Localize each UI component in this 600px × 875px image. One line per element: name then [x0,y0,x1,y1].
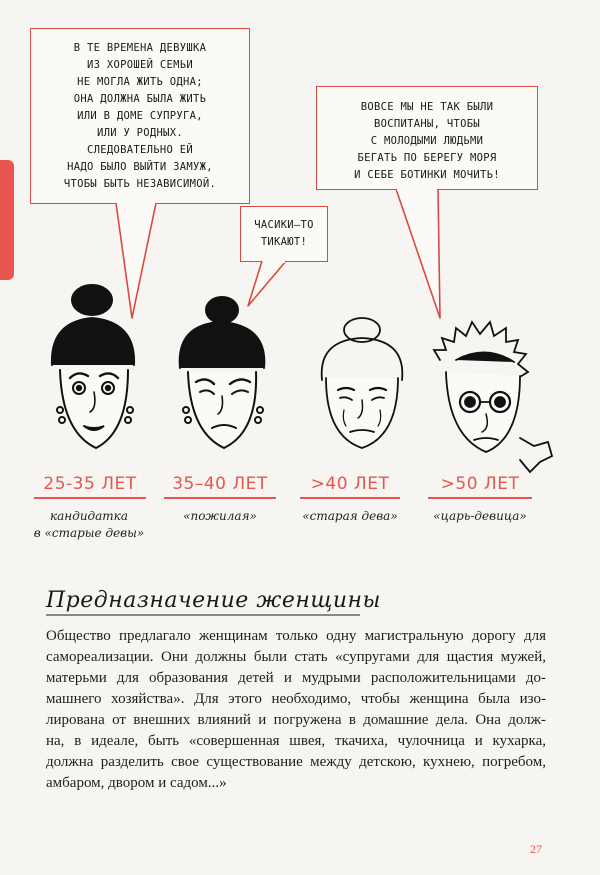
bubble-line: ВОСПИТАНЫ, ЧТОБЫ [374,118,480,130]
age-label-35-40: 35–40 ЛЕТ [172,474,268,494]
bubble-line: НАДО БЫЛО ВЫЙТИ ЗАМУЖ, [67,161,213,173]
bubble-line: ОНА ДОЛЖНА БЫЛА ЖИТЬ [73,93,207,105]
bubble-line: В ТЕ ВРЕМЕНА ДЕВУШКА [73,42,207,54]
bubble-line: БЕГАТЬ ПО БЕРЕГУ МОРЯ [357,152,497,164]
body-line: Общество предлагало женщинам только одну магистральную дорогу для [46,628,546,644]
bubble-line: ВОВСЕ МЫ НЕ ТАК БЫЛИ [360,101,494,113]
bubble-line: ТИКАЮТ! [260,236,308,248]
age-label-25-35: 25-35 ЛЕТ [43,474,137,494]
caption-line: в «старые девы» [33,526,145,540]
bubble-line: ИЛИ В ДОМЕ СУПРУГА, [77,110,203,122]
age-label-over-40: >40 ЛЕТ [310,474,390,494]
body-line: на, в идеале, быть «совершенная швея, ткачиха, чулочница и кухарка, [46,733,546,749]
bubble-line: ЧАСИКИ–ТО [254,219,314,231]
body-line: амбаром, двором и садом...» [46,775,227,791]
body-line: матерьми для образования детей и мудрыми расположительницами до- [46,670,546,686]
caption-line: кандидатка [49,509,129,523]
section-title: Предназначение женщины [46,588,381,613]
bubble-line: НЕ МОГЛА ЖИТЬ ОДНА; [77,76,203,88]
bubble-line: И СЕБЕ БОТИНКИ МОЧИТЬ! [354,169,500,181]
bubble-line: СЛЕДОВАТЕЛЬНО ЕЙ [87,144,193,156]
body-line: должна разделить свое существование между детскою, кухнею, погребом, [46,754,546,770]
bubble-line: ИЛИ У РОДНЫХ. [96,127,184,139]
body-line: самореализации. Они должны были стать «супругами для щастия мужей, [46,649,546,665]
bubble-line: ИЗ ХОРОШЕЙ СЕМЬИ [87,59,193,71]
caption-line: «старая дева» [302,509,398,523]
bubble-line: ЧТОБЫ БЫТЬ НЕЗАВИСИМОЙ. [63,178,217,190]
age-label-over-50: >50 ЛЕТ [440,474,520,494]
bubble-line: С МОЛОДЫМИ ЛЮДЬМИ [370,135,484,147]
caption-line: «царь-девица» [433,509,527,523]
body-line: лирована от внешних влияний и погружена в домашние дела. Она долж- [46,712,546,728]
body-paragraph [46,626,546,794]
page-number: 27 [530,842,542,856]
caption-line: «пожилая» [183,509,257,523]
body-line: машнего хозяйства». Для этого необходимо, чтобы женщина была изо- [46,691,546,707]
